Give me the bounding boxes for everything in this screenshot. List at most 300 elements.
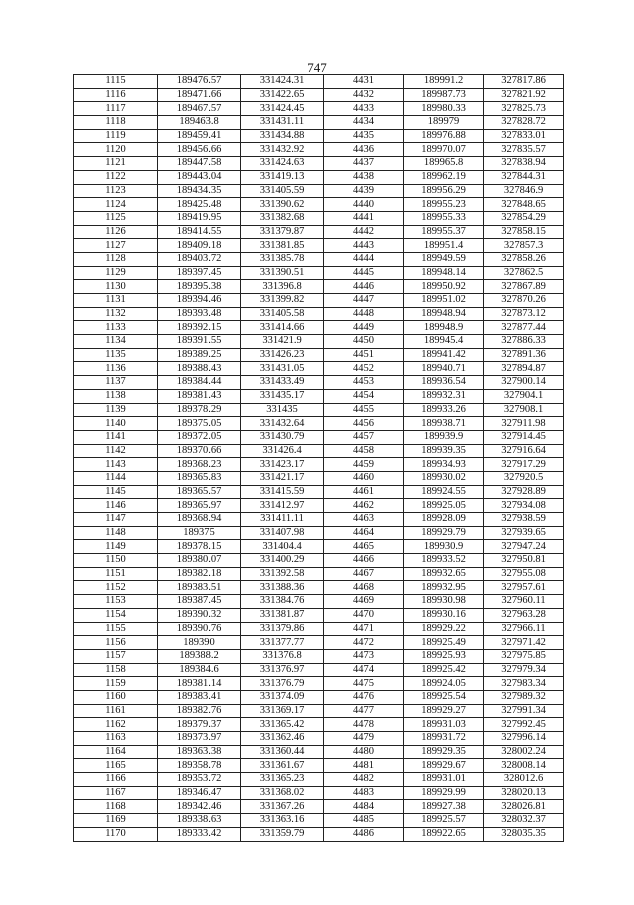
- table-row: [74, 198, 564, 212]
- x-coordinate-left-cell: 189363.38: [158, 745, 241, 759]
- x-coordinate-left-cell: 189383.51: [158, 581, 241, 595]
- table-row: [74, 129, 564, 143]
- y-coordinate-left-cell: 331434.88: [241, 129, 324, 143]
- x-coordinate-right-cell: 189928.09: [404, 513, 484, 527]
- point-number-left-cell: 1124: [74, 198, 158, 212]
- x-coordinate-right-cell: 189933.26: [404, 403, 484, 417]
- y-coordinate-left-cell: 331400.29: [241, 554, 324, 568]
- y-coordinate-right-cell: 327858.15: [484, 225, 564, 239]
- y-coordinate-left-cell: 331382.68: [241, 211, 324, 225]
- table-row: [74, 718, 564, 732]
- point-number-right-cell: 4466: [324, 554, 404, 568]
- x-coordinate-right-cell: 189987.73: [404, 88, 484, 102]
- x-coordinate-left-cell: 189390.76: [158, 622, 241, 636]
- x-coordinate-left-cell: 189393.48: [158, 307, 241, 321]
- x-coordinate-left-cell: 189382.18: [158, 567, 241, 581]
- point-number-left-cell: 1117: [74, 102, 158, 116]
- table-row: [74, 677, 564, 691]
- table-row: [74, 663, 564, 677]
- point-number-right-cell: 4453: [324, 376, 404, 390]
- point-number-left-cell: 1162: [74, 718, 158, 732]
- y-coordinate-left-cell: 331432.64: [241, 417, 324, 431]
- x-coordinate-left-cell: 189381.14: [158, 677, 241, 691]
- table-row: [74, 252, 564, 266]
- y-coordinate-right-cell: 327886.33: [484, 335, 564, 349]
- y-coordinate-right-cell: 327916.64: [484, 444, 564, 458]
- y-coordinate-left-cell: 331365.23: [241, 773, 324, 787]
- y-coordinate-left-cell: 331422.65: [241, 88, 324, 102]
- y-coordinate-right-cell: 328020.13: [484, 786, 564, 800]
- x-coordinate-left-cell: 189382.76: [158, 704, 241, 718]
- x-coordinate-left-cell: 189380.07: [158, 554, 241, 568]
- point-number-left-cell: 1116: [74, 88, 158, 102]
- point-number-left-cell: 1150: [74, 554, 158, 568]
- x-coordinate-left-cell: 189338.63: [158, 814, 241, 828]
- y-coordinate-left-cell: 331405.58: [241, 307, 324, 321]
- y-coordinate-left-cell: 331433.49: [241, 376, 324, 390]
- point-number-right-cell: 4439: [324, 184, 404, 198]
- table-row: [74, 786, 564, 800]
- x-coordinate-right-cell: 189976.88: [404, 129, 484, 143]
- y-coordinate-right-cell: 327873.12: [484, 307, 564, 321]
- x-coordinate-right-cell: 189962.19: [404, 170, 484, 184]
- y-coordinate-right-cell: 327938.59: [484, 513, 564, 527]
- x-coordinate-right-cell: 189951.4: [404, 239, 484, 253]
- x-coordinate-right-cell: 189991.2: [404, 75, 484, 89]
- point-number-left-cell: 1129: [74, 266, 158, 280]
- y-coordinate-left-cell: 331424.31: [241, 75, 324, 89]
- point-number-left-cell: 1127: [74, 239, 158, 253]
- y-coordinate-right-cell: 327835.57: [484, 143, 564, 157]
- y-coordinate-left-cell: 331367.26: [241, 800, 324, 814]
- x-coordinate-left-cell: 189346.47: [158, 786, 241, 800]
- y-coordinate-right-cell: 327963.28: [484, 608, 564, 622]
- x-coordinate-left-cell: 189419.95: [158, 211, 241, 225]
- point-number-left-cell: 1121: [74, 157, 158, 171]
- point-number-left-cell: 1156: [74, 636, 158, 650]
- table-row: [74, 294, 564, 308]
- point-number-left-cell: 1152: [74, 581, 158, 595]
- y-coordinate-right-cell: 327983.34: [484, 677, 564, 691]
- point-number-left-cell: 1161: [74, 704, 158, 718]
- x-coordinate-right-cell: 189931.03: [404, 718, 484, 732]
- x-coordinate-right-cell: 189939.9: [404, 430, 484, 444]
- x-coordinate-right-cell: 189939.35: [404, 444, 484, 458]
- x-coordinate-right-cell: 189970.07: [404, 143, 484, 157]
- table-row: [74, 321, 564, 335]
- point-number-left-cell: 1143: [74, 458, 158, 472]
- x-coordinate-right-cell: 189949.59: [404, 252, 484, 266]
- point-number-left-cell: 1166: [74, 773, 158, 787]
- y-coordinate-right-cell: 327894.87: [484, 362, 564, 376]
- point-number-right-cell: 4461: [324, 485, 404, 499]
- point-number-left-cell: 1159: [74, 677, 158, 691]
- x-coordinate-right-cell: 189929.79: [404, 526, 484, 540]
- table-row: [74, 581, 564, 595]
- point-number-right-cell: 4433: [324, 102, 404, 116]
- point-number-left-cell: 1153: [74, 595, 158, 609]
- y-coordinate-right-cell: 327862.5: [484, 266, 564, 280]
- x-coordinate-right-cell: 189929.67: [404, 759, 484, 773]
- point-number-left-cell: 1136: [74, 362, 158, 376]
- y-coordinate-left-cell: 331388.36: [241, 581, 324, 595]
- x-coordinate-left-cell: 189467.57: [158, 102, 241, 116]
- point-number-right-cell: 4481: [324, 759, 404, 773]
- y-coordinate-right-cell: 328012.6: [484, 773, 564, 787]
- point-number-left-cell: 1119: [74, 129, 158, 143]
- y-coordinate-right-cell: 327914.45: [484, 430, 564, 444]
- y-coordinate-left-cell: 331390.62: [241, 198, 324, 212]
- x-coordinate-right-cell: 189930.9: [404, 540, 484, 554]
- table-row: [74, 430, 564, 444]
- y-coordinate-right-cell: 327992.45: [484, 718, 564, 732]
- table-row: [74, 827, 564, 841]
- x-coordinate-right-cell: 189941.42: [404, 348, 484, 362]
- y-coordinate-left-cell: 331363.16: [241, 814, 324, 828]
- y-coordinate-left-cell: 331405.59: [241, 184, 324, 198]
- point-number-left-cell: 1163: [74, 732, 158, 746]
- table-row: [74, 170, 564, 184]
- y-coordinate-right-cell: 327991.34: [484, 704, 564, 718]
- y-coordinate-left-cell: 331412.97: [241, 499, 324, 513]
- table-row: [74, 471, 564, 485]
- point-number-right-cell: 4448: [324, 307, 404, 321]
- point-number-right-cell: 4471: [324, 622, 404, 636]
- y-coordinate-right-cell: 328035.35: [484, 827, 564, 841]
- table-row: [74, 595, 564, 609]
- point-number-right-cell: 4432: [324, 88, 404, 102]
- y-coordinate-left-cell: 331368.02: [241, 786, 324, 800]
- point-number-right-cell: 4436: [324, 143, 404, 157]
- x-coordinate-left-cell: 189390.32: [158, 608, 241, 622]
- y-coordinate-left-cell: 331362.46: [241, 732, 324, 746]
- point-number-right-cell: 4447: [324, 294, 404, 308]
- point-number-left-cell: 1146: [74, 499, 158, 513]
- x-coordinate-right-cell: 189930.02: [404, 471, 484, 485]
- table-row: [74, 75, 564, 89]
- x-coordinate-left-cell: 189375.05: [158, 417, 241, 431]
- y-coordinate-right-cell: 327911.98: [484, 417, 564, 431]
- x-coordinate-left-cell: 189476.57: [158, 75, 241, 89]
- table-row: [74, 526, 564, 540]
- y-coordinate-right-cell: 327833.01: [484, 129, 564, 143]
- y-coordinate-left-cell: 331421.17: [241, 471, 324, 485]
- point-number-left-cell: 1142: [74, 444, 158, 458]
- point-number-right-cell: 4469: [324, 595, 404, 609]
- table-row: [74, 485, 564, 499]
- y-coordinate-left-cell: 331390.51: [241, 266, 324, 280]
- y-coordinate-right-cell: 328026.81: [484, 800, 564, 814]
- point-number-left-cell: 1139: [74, 403, 158, 417]
- y-coordinate-left-cell: 331374.09: [241, 690, 324, 704]
- point-number-left-cell: 1145: [74, 485, 158, 499]
- point-number-left-cell: 1158: [74, 663, 158, 677]
- point-number-right-cell: 4444: [324, 252, 404, 266]
- table-row: [74, 307, 564, 321]
- point-number-right-cell: 4455: [324, 403, 404, 417]
- point-number-right-cell: 4431: [324, 75, 404, 89]
- x-coordinate-left-cell: 189443.04: [158, 170, 241, 184]
- y-coordinate-right-cell: 327955.08: [484, 567, 564, 581]
- y-coordinate-right-cell: 327989.32: [484, 690, 564, 704]
- point-number-right-cell: 4472: [324, 636, 404, 650]
- x-coordinate-right-cell: 189929.99: [404, 786, 484, 800]
- x-coordinate-right-cell: 189930.98: [404, 595, 484, 609]
- y-coordinate-left-cell: 331431.11: [241, 116, 324, 130]
- y-coordinate-left-cell: 331369.17: [241, 704, 324, 718]
- x-coordinate-right-cell: 189929.22: [404, 622, 484, 636]
- y-coordinate-left-cell: 331430.79: [241, 430, 324, 444]
- point-number-left-cell: 1164: [74, 745, 158, 759]
- point-number-left-cell: 1138: [74, 389, 158, 403]
- x-coordinate-left-cell: 189425.48: [158, 198, 241, 212]
- point-number-right-cell: 4467: [324, 567, 404, 581]
- point-number-right-cell: 4486: [324, 827, 404, 841]
- x-coordinate-right-cell: 189940.71: [404, 362, 484, 376]
- x-coordinate-right-cell: 189929.35: [404, 745, 484, 759]
- x-coordinate-right-cell: 189931.72: [404, 732, 484, 746]
- y-coordinate-right-cell: 327844.31: [484, 170, 564, 184]
- point-number-left-cell: 1149: [74, 540, 158, 554]
- x-coordinate-left-cell: 189384.44: [158, 376, 241, 390]
- y-coordinate-right-cell: 327858.26: [484, 252, 564, 266]
- y-coordinate-right-cell: 327867.89: [484, 280, 564, 294]
- y-coordinate-right-cell: 327920.5: [484, 471, 564, 485]
- x-coordinate-right-cell: 189922.65: [404, 827, 484, 841]
- point-number-right-cell: 4443: [324, 239, 404, 253]
- point-number-right-cell: 4479: [324, 732, 404, 746]
- x-coordinate-right-cell: 189933.52: [404, 554, 484, 568]
- table-row: [74, 540, 564, 554]
- x-coordinate-left-cell: 189378.15: [158, 540, 241, 554]
- y-coordinate-left-cell: 331415.59: [241, 485, 324, 499]
- x-coordinate-right-cell: 189965.8: [404, 157, 484, 171]
- x-coordinate-right-cell: 189938.71: [404, 417, 484, 431]
- table-row: [74, 554, 564, 568]
- x-coordinate-left-cell: 189447.58: [158, 157, 241, 171]
- x-coordinate-right-cell: 189929.27: [404, 704, 484, 718]
- x-coordinate-left-cell: 189333.42: [158, 827, 241, 841]
- point-number-right-cell: 4438: [324, 170, 404, 184]
- x-coordinate-left-cell: 189456.66: [158, 143, 241, 157]
- y-coordinate-left-cell: 331419.13: [241, 170, 324, 184]
- point-number-right-cell: 4475: [324, 677, 404, 691]
- x-coordinate-right-cell: 189924.05: [404, 677, 484, 691]
- table-row: [74, 745, 564, 759]
- point-number-left-cell: 1122: [74, 170, 158, 184]
- point-number-right-cell: 4446: [324, 280, 404, 294]
- x-coordinate-left-cell: 189378.29: [158, 403, 241, 417]
- table-row: [74, 143, 564, 157]
- x-coordinate-right-cell: 189948.9: [404, 321, 484, 335]
- y-coordinate-left-cell: 331424.63: [241, 157, 324, 171]
- point-number-left-cell: 1154: [74, 608, 158, 622]
- x-coordinate-left-cell: 189388.43: [158, 362, 241, 376]
- x-coordinate-left-cell: 189389.25: [158, 348, 241, 362]
- y-coordinate-right-cell: 327960.11: [484, 595, 564, 609]
- point-number-left-cell: 1151: [74, 567, 158, 581]
- x-coordinate-right-cell: 189932.31: [404, 389, 484, 403]
- point-number-left-cell: 1160: [74, 690, 158, 704]
- y-coordinate-right-cell: 327928.89: [484, 485, 564, 499]
- x-coordinate-left-cell: 189434.35: [158, 184, 241, 198]
- x-coordinate-right-cell: 189932.95: [404, 581, 484, 595]
- point-number-left-cell: 1128: [74, 252, 158, 266]
- x-coordinate-left-cell: 189391.55: [158, 335, 241, 349]
- y-coordinate-right-cell: 327877.44: [484, 321, 564, 335]
- point-number-right-cell: 4464: [324, 526, 404, 540]
- x-coordinate-right-cell: 189930.16: [404, 608, 484, 622]
- x-coordinate-left-cell: 189414.55: [158, 225, 241, 239]
- table-row: [74, 116, 564, 130]
- y-coordinate-right-cell: 327996.14: [484, 732, 564, 746]
- table-row: [74, 513, 564, 527]
- table-row: [74, 759, 564, 773]
- point-number-left-cell: 1130: [74, 280, 158, 294]
- x-coordinate-left-cell: 189353.72: [158, 773, 241, 787]
- point-number-left-cell: 1168: [74, 800, 158, 814]
- point-number-left-cell: 1167: [74, 786, 158, 800]
- table-row: [74, 280, 564, 294]
- page-number: 747: [307, 60, 327, 75]
- y-coordinate-right-cell: 328002.24: [484, 745, 564, 759]
- x-coordinate-left-cell: 189471.66: [158, 88, 241, 102]
- point-number-right-cell: 4477: [324, 704, 404, 718]
- y-coordinate-right-cell: 327821.92: [484, 88, 564, 102]
- x-coordinate-right-cell: 189924.55: [404, 485, 484, 499]
- y-coordinate-right-cell: 327891.36: [484, 348, 564, 362]
- point-number-right-cell: 4442: [324, 225, 404, 239]
- y-coordinate-left-cell: 331421.9: [241, 335, 324, 349]
- table-row: [74, 389, 564, 403]
- point-number-left-cell: 1120: [74, 143, 158, 157]
- point-number-left-cell: 1144: [74, 471, 158, 485]
- y-coordinate-left-cell: 331376.97: [241, 663, 324, 677]
- point-number-right-cell: 4465: [324, 540, 404, 554]
- y-coordinate-right-cell: 327971.42: [484, 636, 564, 650]
- x-coordinate-left-cell: 189370.66: [158, 444, 241, 458]
- y-coordinate-left-cell: 331381.87: [241, 608, 324, 622]
- point-number-left-cell: 1155: [74, 622, 158, 636]
- point-number-left-cell: 1125: [74, 211, 158, 225]
- point-number-right-cell: 4449: [324, 321, 404, 335]
- x-coordinate-right-cell: 189979: [404, 116, 484, 130]
- x-coordinate-left-cell: 189463.8: [158, 116, 241, 130]
- point-number-left-cell: 1115: [74, 75, 158, 89]
- table-row: [74, 444, 564, 458]
- point-number-right-cell: 4440: [324, 198, 404, 212]
- point-number-right-cell: 4445: [324, 266, 404, 280]
- x-coordinate-right-cell: 189925.49: [404, 636, 484, 650]
- x-coordinate-right-cell: 189980.33: [404, 102, 484, 116]
- y-coordinate-right-cell: 328032.37: [484, 814, 564, 828]
- x-coordinate-right-cell: 189936.54: [404, 376, 484, 390]
- table-row: [74, 88, 564, 102]
- x-coordinate-left-cell: 189358.78: [158, 759, 241, 773]
- table-row: [74, 157, 564, 171]
- y-coordinate-right-cell: 327979.34: [484, 663, 564, 677]
- point-number-left-cell: 1137: [74, 376, 158, 390]
- table-row: [74, 499, 564, 513]
- point-number-right-cell: 4457: [324, 430, 404, 444]
- table-row: [74, 732, 564, 746]
- point-number-right-cell: 4460: [324, 471, 404, 485]
- table-row: [74, 348, 564, 362]
- point-number-right-cell: 4450: [324, 335, 404, 349]
- table-row: [74, 608, 564, 622]
- point-number-right-cell: 4462: [324, 499, 404, 513]
- x-coordinate-left-cell: 189375: [158, 526, 241, 540]
- table-row: [74, 362, 564, 376]
- x-coordinate-left-cell: 189390: [158, 636, 241, 650]
- y-coordinate-right-cell: 327828.72: [484, 116, 564, 130]
- y-coordinate-left-cell: 331407.98: [241, 526, 324, 540]
- y-coordinate-left-cell: 331377.77: [241, 636, 324, 650]
- x-coordinate-right-cell: 189955.23: [404, 198, 484, 212]
- x-coordinate-right-cell: 189932.65: [404, 567, 484, 581]
- point-number-left-cell: 1135: [74, 348, 158, 362]
- point-number-right-cell: 4474: [324, 663, 404, 677]
- point-number-right-cell: 4470: [324, 608, 404, 622]
- y-coordinate-left-cell: 331365.42: [241, 718, 324, 732]
- x-coordinate-left-cell: 189372.05: [158, 430, 241, 444]
- y-coordinate-left-cell: 331399.82: [241, 294, 324, 308]
- y-coordinate-right-cell: 327950.81: [484, 554, 564, 568]
- x-coordinate-left-cell: 189379.37: [158, 718, 241, 732]
- x-coordinate-left-cell: 189365.57: [158, 485, 241, 499]
- table-row: [74, 102, 564, 116]
- y-coordinate-right-cell: 327939.65: [484, 526, 564, 540]
- x-coordinate-left-cell: 189365.83: [158, 471, 241, 485]
- x-coordinate-right-cell: 189955.37: [404, 225, 484, 239]
- point-number-right-cell: 4485: [324, 814, 404, 828]
- point-number-left-cell: 1132: [74, 307, 158, 321]
- y-coordinate-right-cell: 327900.14: [484, 376, 564, 390]
- x-coordinate-left-cell: 189365.97: [158, 499, 241, 513]
- x-coordinate-left-cell: 189392.15: [158, 321, 241, 335]
- point-number-right-cell: 4451: [324, 348, 404, 362]
- y-coordinate-right-cell: 327846.9: [484, 184, 564, 198]
- point-number-right-cell: 4476: [324, 690, 404, 704]
- x-coordinate-right-cell: 189956.29: [404, 184, 484, 198]
- y-coordinate-right-cell: 327817.86: [484, 75, 564, 89]
- table-row: [74, 622, 564, 636]
- point-number-left-cell: 1131: [74, 294, 158, 308]
- y-coordinate-left-cell: 331376.8: [241, 649, 324, 663]
- point-number-right-cell: 4463: [324, 513, 404, 527]
- table-row: [74, 403, 564, 417]
- point-number-left-cell: 1165: [74, 759, 158, 773]
- x-coordinate-left-cell: 189368.94: [158, 513, 241, 527]
- x-coordinate-left-cell: 189395.38: [158, 280, 241, 294]
- x-coordinate-right-cell: 189934.93: [404, 458, 484, 472]
- y-coordinate-left-cell: 331426.4: [241, 444, 324, 458]
- point-number-left-cell: 1170: [74, 827, 158, 841]
- point-number-left-cell: 1148: [74, 526, 158, 540]
- x-coordinate-right-cell: 189951.02: [404, 294, 484, 308]
- x-coordinate-left-cell: 189368.23: [158, 458, 241, 472]
- point-number-right-cell: 4454: [324, 389, 404, 403]
- x-coordinate-right-cell: 189927.38: [404, 800, 484, 814]
- point-number-right-cell: 4435: [324, 129, 404, 143]
- point-number-left-cell: 1140: [74, 417, 158, 431]
- y-coordinate-left-cell: 331384.76: [241, 595, 324, 609]
- table-row: [74, 417, 564, 431]
- point-number-left-cell: 1133: [74, 321, 158, 335]
- y-coordinate-left-cell: 331414.66: [241, 321, 324, 335]
- table-row: [74, 266, 564, 280]
- x-coordinate-left-cell: 189373.97: [158, 732, 241, 746]
